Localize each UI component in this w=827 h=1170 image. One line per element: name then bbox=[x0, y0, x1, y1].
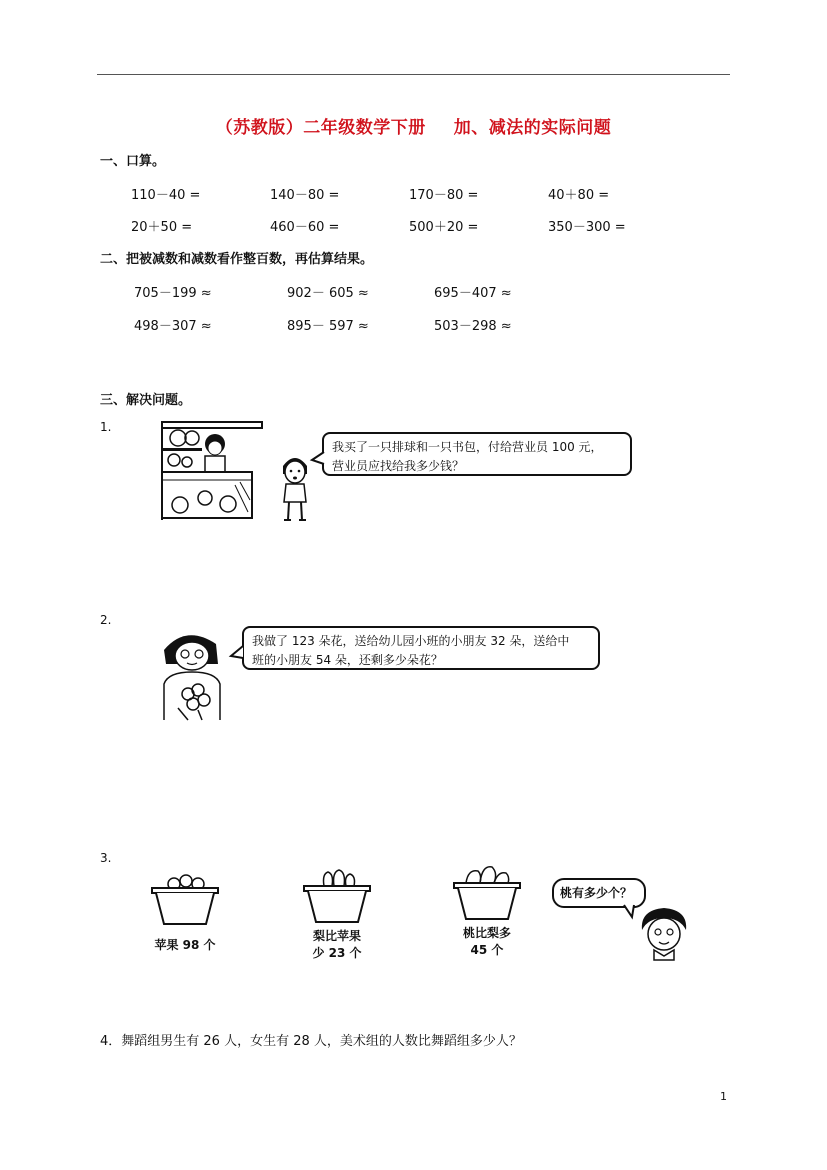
bubble-tail bbox=[312, 452, 326, 466]
estimate-expression: 503－298 ≈ bbox=[434, 319, 512, 334]
page-title bbox=[0, 113, 827, 138]
bubble-text-line2: 班的小朋友 54 朵，还剩多少朵花？ bbox=[252, 653, 443, 667]
expression: 350－300 = bbox=[548, 220, 626, 235]
basket2-label-line2: 少 23 个 bbox=[312, 946, 362, 960]
basket3-label-line1: 桃比梨多 bbox=[462, 926, 511, 940]
shop-counter-illustration bbox=[160, 420, 270, 525]
problem4-text: 4．舞蹈组男生有 26 人，女生有 28 人，美术组的人数比舞蹈组多少人？ bbox=[100, 1034, 522, 1049]
title-part1: （苏教版）二年级数学下册 bbox=[215, 118, 426, 138]
pear-basket-icon bbox=[302, 866, 372, 926]
estimate-expression: 705－199 ≈ bbox=[134, 286, 212, 301]
estimate-expression: 895－ 597 ≈ bbox=[287, 319, 369, 334]
basket1-label: 苹果 98 个 bbox=[154, 938, 216, 952]
expression: 110－40 = bbox=[131, 188, 201, 203]
header-rule bbox=[97, 74, 730, 75]
expression: 140－80 = bbox=[270, 188, 340, 203]
woman-with-flowers-illustration bbox=[158, 628, 238, 723]
apple-basket-icon bbox=[150, 870, 220, 928]
girl-head-illustration bbox=[636, 906, 692, 962]
expression: 20＋50 = bbox=[131, 220, 193, 235]
basket2-label bbox=[292, 928, 382, 962]
bubble-text-line1: 我买了一只排球和一只书包，付给营业员 100 元， bbox=[332, 440, 603, 454]
speech-bubble-problem3: 桃有多少个？ bbox=[552, 878, 646, 908]
expression: 460－60 = bbox=[270, 220, 340, 235]
speech-bubble-problem2 bbox=[242, 626, 600, 670]
expression: 500＋20 = bbox=[409, 220, 479, 235]
problem1-number: 1. bbox=[100, 420, 112, 434]
section2-heading: 二、把被减数和减数看作整百数，再估算结果。 bbox=[100, 252, 374, 267]
bubble-text-line1: 我做了 123 朵花，送给幼儿园小班的小朋友 32 朵，送给中 bbox=[252, 634, 570, 648]
section1-heading: 一、口算。 bbox=[100, 154, 166, 169]
expression: 40＋80 = bbox=[548, 188, 610, 203]
problem2-number: 2. bbox=[100, 613, 112, 627]
title-part2: 加、减法的实际问题 bbox=[453, 118, 612, 138]
basket3-label bbox=[442, 925, 532, 959]
speech-bubble-problem1 bbox=[322, 432, 632, 476]
basket2-label-line1: 梨比苹果 bbox=[312, 929, 361, 943]
problem3-number: 3. bbox=[100, 851, 112, 865]
bubble-text-line2: 营业员应找给我多少钱？ bbox=[332, 459, 465, 473]
estimate-expression: 695－407 ≈ bbox=[434, 286, 512, 301]
section3-heading: 三、解决问题。 bbox=[100, 393, 192, 408]
estimate-expression: 498－307 ≈ bbox=[134, 319, 212, 334]
bubble-tail bbox=[231, 646, 245, 660]
estimate-expression: 902－ 605 ≈ bbox=[287, 286, 369, 301]
peach-basket-icon bbox=[452, 863, 522, 923]
girl-figure bbox=[275, 452, 315, 524]
expression: 170－80 = bbox=[409, 188, 479, 203]
basket3-label-line2: 45 个 bbox=[470, 943, 504, 957]
page-number: 1 bbox=[720, 1090, 727, 1103]
